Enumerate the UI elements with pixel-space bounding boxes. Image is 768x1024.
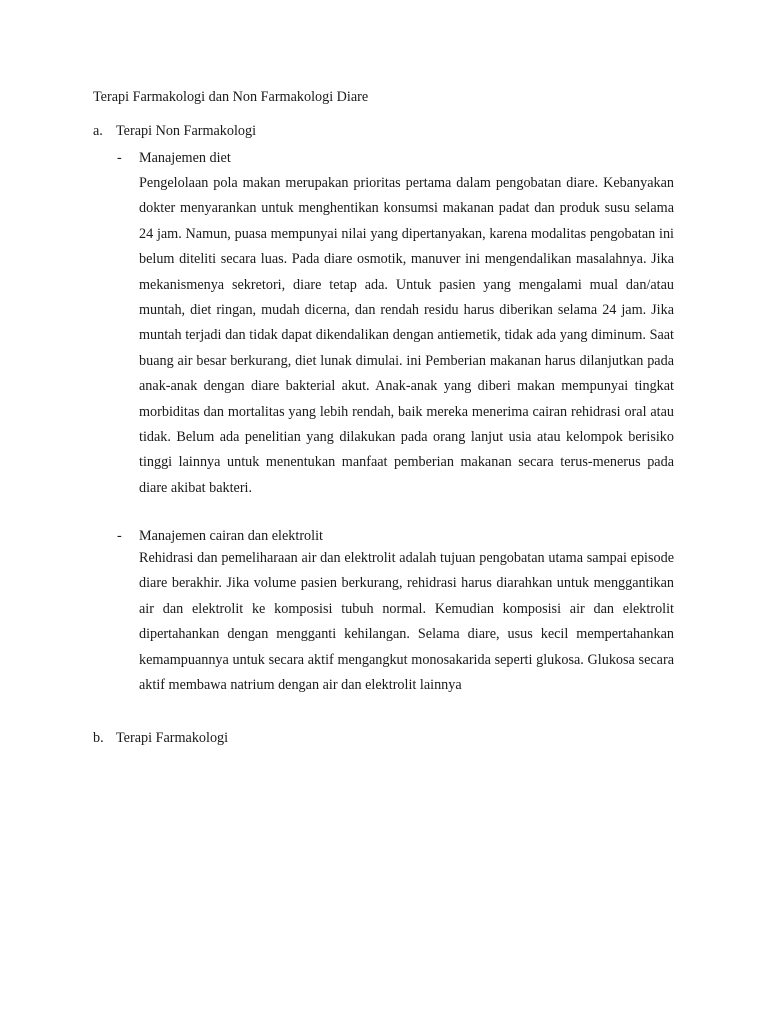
section-a-heading: Terapi Non Farmakologi <box>116 123 257 139</box>
subsection-fluid-heading: Manajemen cairan dan elektrolit <box>139 528 323 544</box>
section-a <box>0 122 768 140</box>
diet-paragraph: Pengelolaan pola makan merupakan prioritas pertama dalam pengobatan diare. Kebanyakan dokter menyarankan untuk menghentikan konsumsi makanan padat dan produk susu selama 24 jam. Namun, puasa mempunyai nilai yang dipertanyakan, karena modalitas pengobatan ini belum diteliti secara luas. Pada diare osmotik, manuver ini mengendalikan masalahnya. Jika mekanismenya sekretori, diare tetap ada. Untuk pasien yang mengalami mual dan/atau muntah, diet ringan, mudah dicerna, dan rendah residu harus diberikan selama 24 jam. Jika muntah terjadi dan tidak dapat dikendalikan dengan antiemetik, tidak ada yang diminum. Saat buang air besar berkurang, diet lunak dimulai. ini Pemberian makanan harus dilanjutkan pada anak-anak dengan diare bakterial akut. Anak-anak yang diberi makan mempunyai tingkat morbiditas dan mortalitas yang lebih rendah, baik mereka menerima cairan rehidrasi oral atau tidak. Belum ada penelitian yang dilakukan pada orang lanjut usia atau kelompok berisiko tinggi lainnya untuk menentukan manfaat pemberian makanan secara terus-menerus pada diare akibat bakteri. <box>139 175 674 496</box>
section-a-marker: a. <box>93 123 103 139</box>
subsection-fluid-marker: - <box>117 528 122 544</box>
subsection-diet <box>0 149 768 167</box>
fluid-paragraph: Rehidrasi dan pemeliharaan air dan elektrolit adalah tujuan pengobatan utama sampai episode diare berakhir. Jika volume pasien berkurang, rehidrasi harus diarahkan untuk menggantikan air dan elektrolit ke komposisi tubuh normal. Kemudian komposisi air dan elektrolit dipertahankan dengan mengganti kehilangan. Selama diare, usus kecil mempertahankan kemampuannya untuk secara aktif mengangkut monosakarida seperti glukosa. Glukosa secara aktif membawa natrium dengan air dan elektrolit lainnya <box>139 550 674 694</box>
subsection-fluid <box>0 527 768 545</box>
section-b-marker: b. <box>93 730 104 746</box>
section-b <box>0 729 768 747</box>
subsection-diet-marker: - <box>117 150 122 166</box>
subsection-diet-heading: Manajemen diet <box>139 150 231 166</box>
document-title: Terapi Farmakologi dan Non Farmakologi Diare <box>93 89 369 105</box>
section-b-heading: Terapi Farmakologi <box>116 730 229 746</box>
